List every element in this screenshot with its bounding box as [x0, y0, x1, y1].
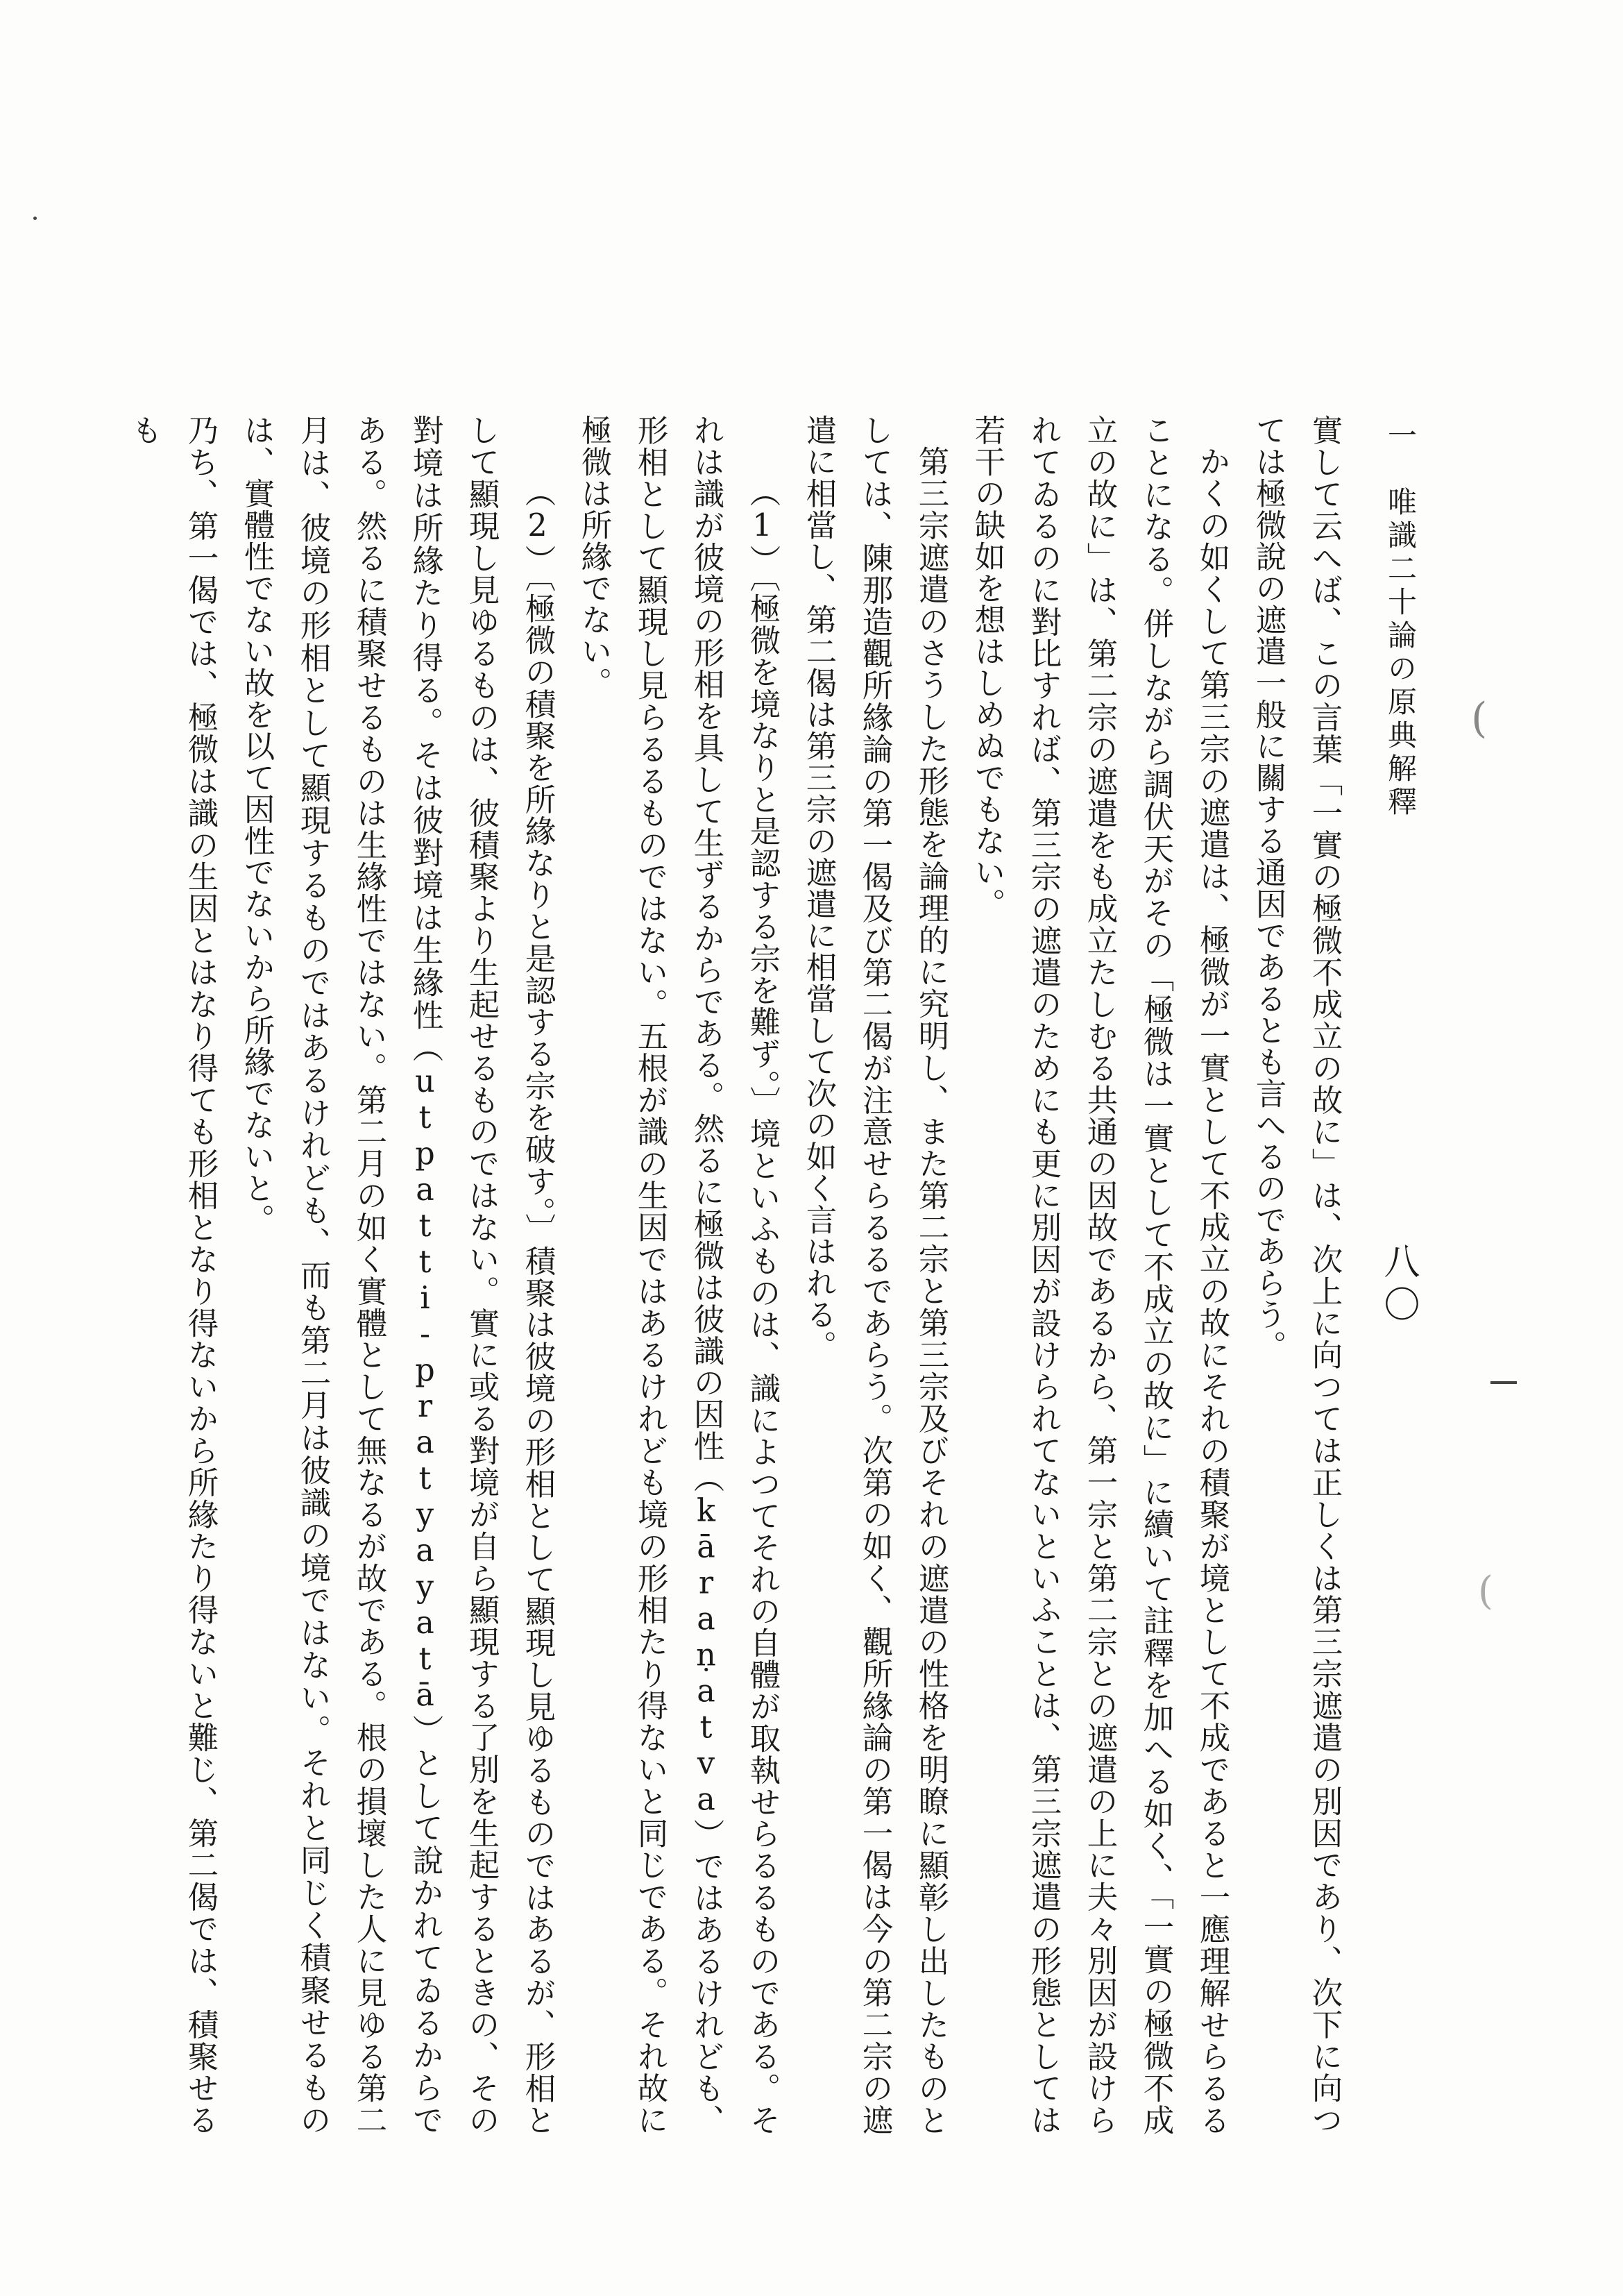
- scan-dash-mark: [1490, 1381, 1517, 1384]
- scan-bracket-mark-faint: (: [1478, 1569, 1493, 1614]
- paragraph-dignaga-reference: 第三宗遮遣のさうした形態を論理的に究明し、また第二宗と第三宗及びそれの遮遣の性格を明瞭に顯彰し出したものとしては、陳那造觀所緣論の第一偈及び第二偈が注意せらるるであらう。次第の如く、觀所緣論の第一偈は今の第二宗の遮遣に相當し、第二偈は第三宗の遮遣に相當して次の如く言はれる。: [801, 414, 949, 2136]
- page-number: 八〇: [1377, 1242, 1419, 1328]
- quoted-verse-2: （2）〔極微の積聚を所緣なりと是認する宗を破す。〕積聚は彼境の形相として顯現し見ゆるものではあるが、形相として顯現し見ゆるものは、彼積聚より生起せるものではない。實に或る對境が自ら顯現する了別を生起するときの、その對境は所緣たり得る。そは彼對境は生緣性（utpatti-pratyayatā）として說かれてゐるからである。然るに積聚せるものは生緣性ではない。第二月の如く實體として無なるが故である。根の損壞した人に見ゆる第二月は、彼境の形相として顯現するものではあるけれども、而も第二月は彼識の境ではない。それと同じく積聚せるものは、實體性でない故を以て因性でないから所緣でないと。: [239, 414, 555, 2136]
- body-text: [116, 414, 1352, 2136]
- scan-dot-mark: [33, 217, 37, 220]
- running-header: 一 唯識二十論の原典解釋: [1384, 420, 1418, 820]
- paragraph-third-thesis-refutation: かくの如くして第三宗の遮遣は、極微が一實として不成立の故にそれの積聚が境として不成であると一應理解せらるることになる。併しながら調伏天がその「極微は一實として不成立の故に」に續いて註釋を加へる如く、「一實の極微不成立の故に」は、第二宗の遮遣をも成立たしむる共通の因故であるから、第一宗と第二宗との遮遣の上に夫々別因が設けられてゐるのに對比すれば、第三宗の遮遣のためにも更に別因が設けられてないといふことは、第三宗遮遣の形態としては若干の缺如を想はしめぬでもない。: [969, 414, 1230, 2136]
- paragraph-summary: 乃ち、第一偈では、極微は識の生因とはなり得ても形相となり得ないから所緣たり得ないと難じ、第二偈では、積聚せるも: [126, 414, 218, 2136]
- quoted-verse-1: （1）〔極微を境なりと是認する宗を難ず。〕境といふものは、識によつてそれの自體が取執せらるるものである。それは識が彼境の形相を具して生ずるからである。然るに極微は彼識の因性（kāraṇatva）ではあるけれども、形相として顯現し見らるるものではない。五根が識の生因ではあるけれども境の形相たり得ないと同じである。それ故に極微は所緣でない。: [576, 414, 780, 2136]
- paragraph-continuation: 實して云へば、この言葉「一實の極微不成立の故に」は、次上に向つては正しくは第三宗遮遣の別因であり、次下に向つては極微說の遮遣一般に關する通因であるとも言へるのであらう。: [1250, 414, 1342, 2136]
- scan-bracket-mark: (: [1471, 694, 1488, 743]
